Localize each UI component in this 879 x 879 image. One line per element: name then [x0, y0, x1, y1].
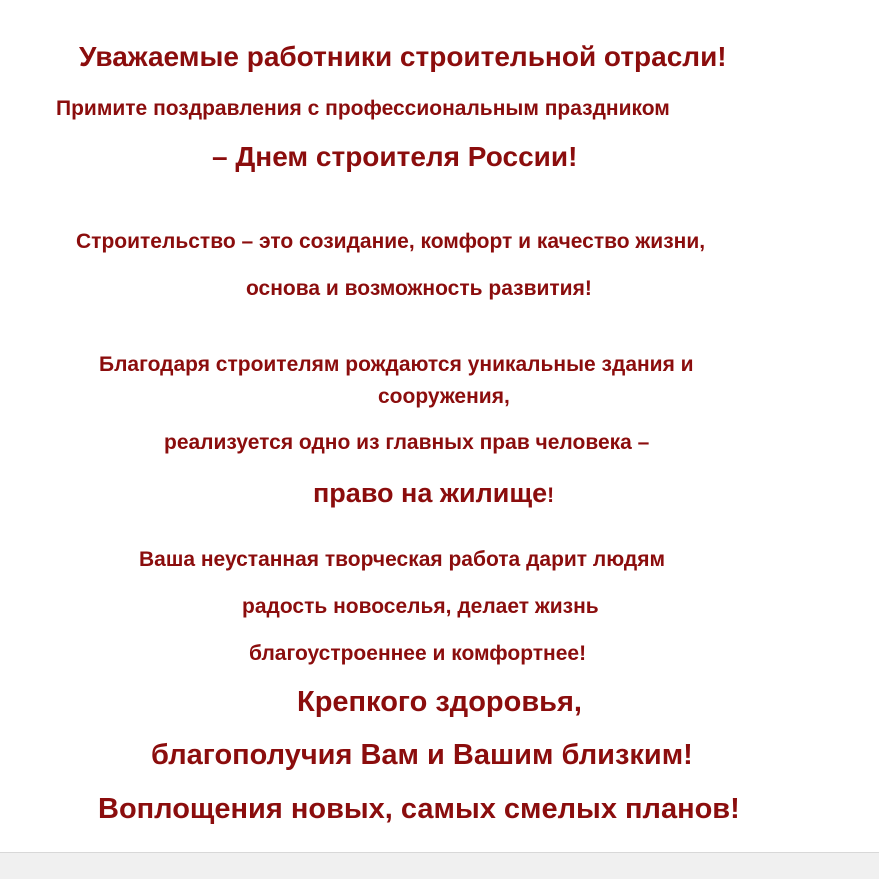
greeting-line: Примите поздравления с профессиональным праздником	[56, 97, 670, 120]
greeting-title: Уважаемые работники строительной отрасли!	[79, 41, 727, 72]
wish-line: Крепкого здоровья,	[297, 686, 582, 718]
paragraph-line: реализуется одно из главных прав человека –	[164, 431, 650, 454]
housing-right-line	[313, 480, 554, 507]
paragraph-line: сооружения,	[378, 385, 510, 408]
housing-right-exclamation: !	[547, 484, 555, 507]
paragraph-line: Строительство – это созидание, комфорт и качество жизни,	[76, 230, 706, 253]
paragraph-line: Благодаря строителям рождаются уникальные здания и	[99, 353, 694, 376]
housing-right-text: право на жилище	[313, 478, 548, 508]
paragraph-line: основа и возможность развития!	[246, 277, 592, 300]
wish-line: благополучия Вам и Вашим близким!	[151, 739, 693, 771]
paragraph-line: Ваша неустанная творческая работа дарит людям	[139, 548, 666, 571]
wish-line: Воплощения новых, самых смелых планов!	[98, 793, 740, 825]
paragraph-line: радость новоселья, делает жизнь	[242, 595, 599, 618]
paragraph-line: благоустроеннее и комфортнее!	[249, 642, 587, 665]
greeting-holiday: – Днем строителя России!	[212, 141, 578, 172]
bottom-bar	[0, 852, 879, 879]
